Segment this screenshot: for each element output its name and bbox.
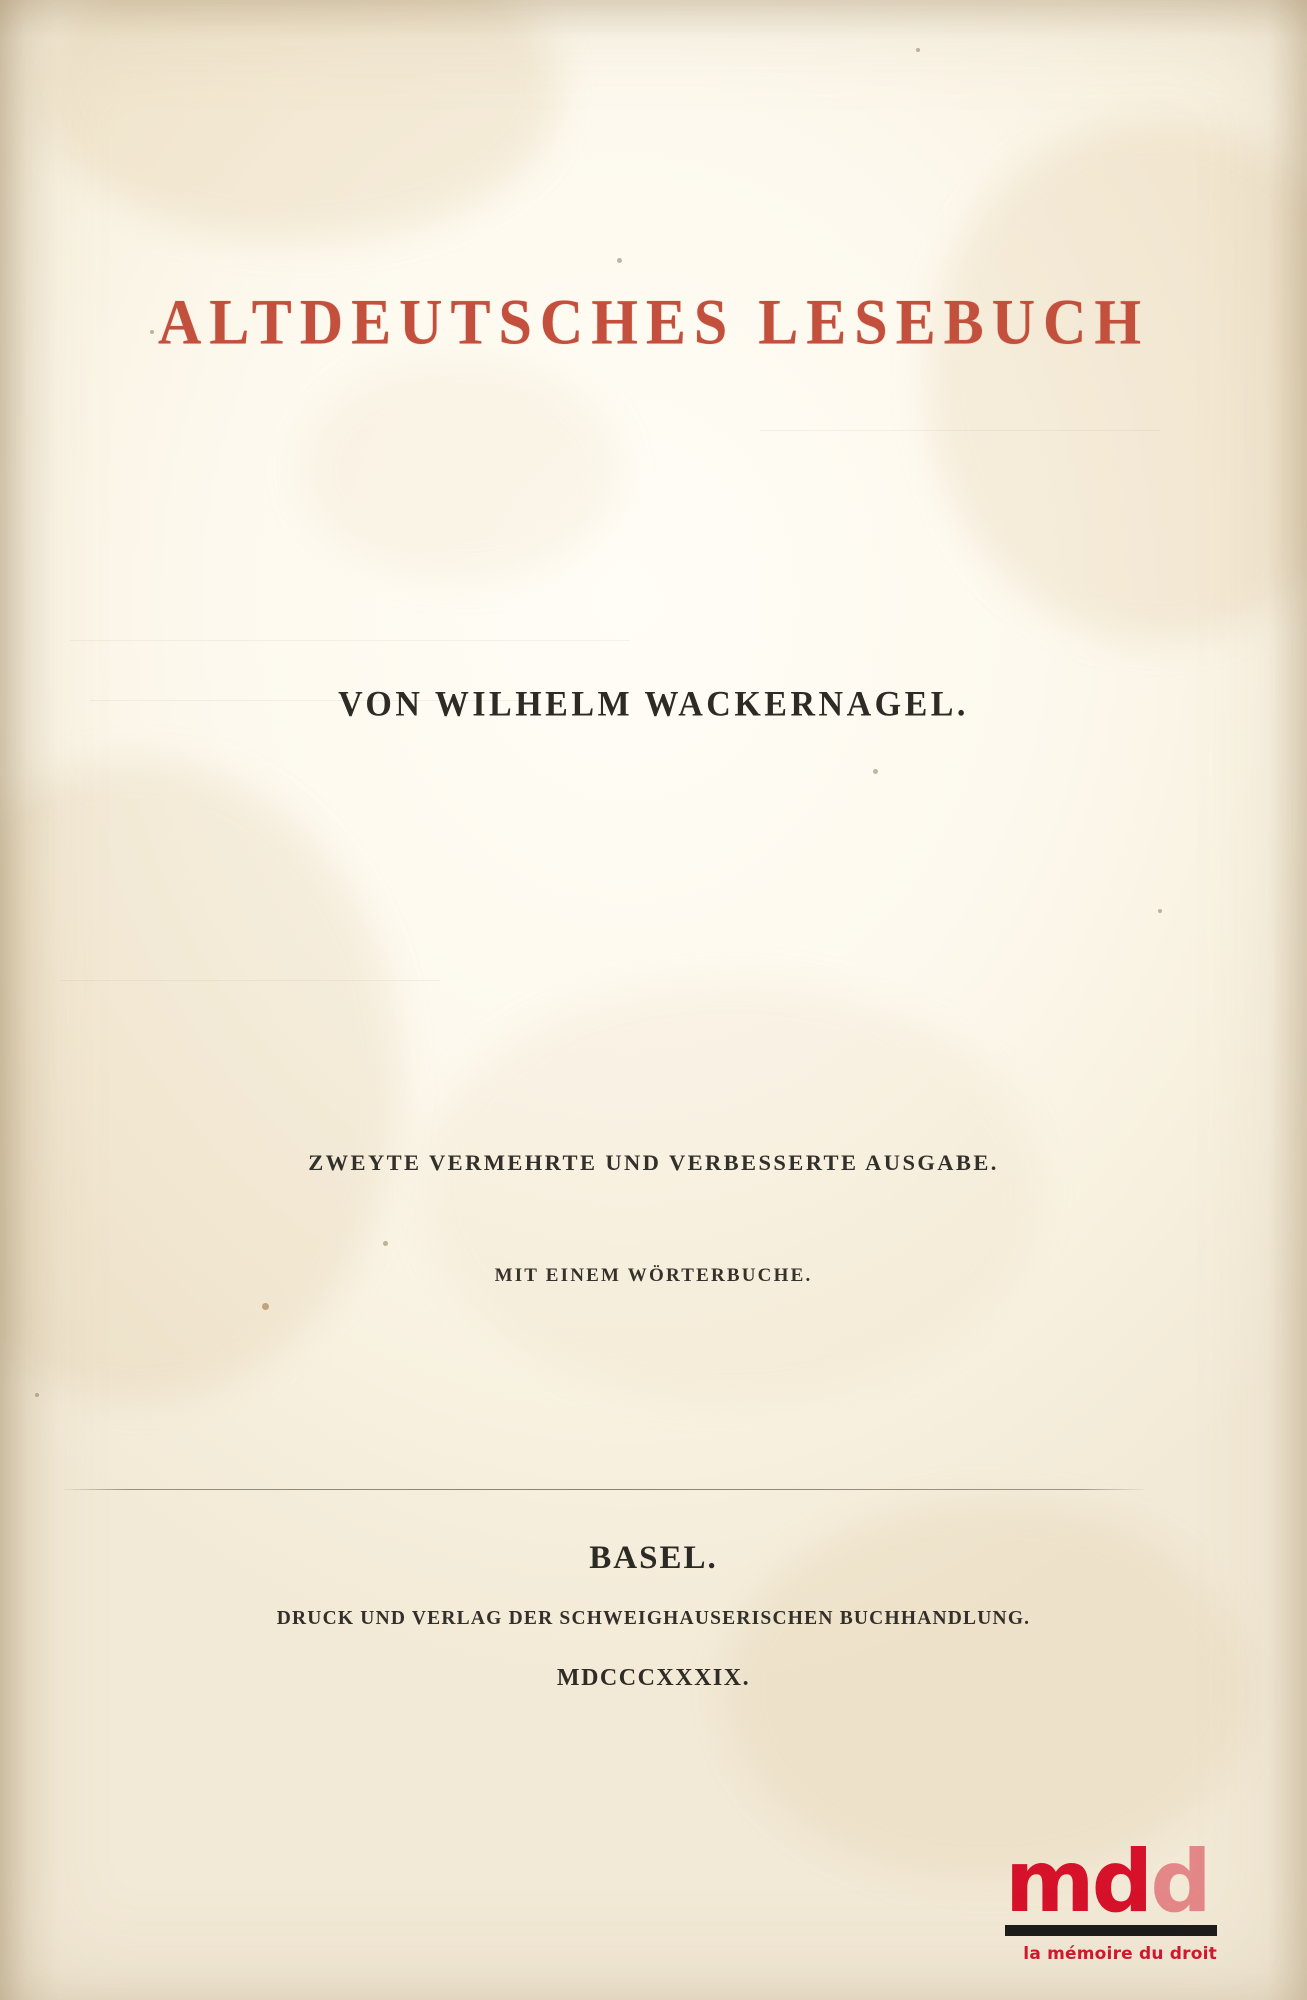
paper-stain (40, 0, 560, 240)
logo-letter-m: m (1005, 1832, 1092, 1933)
dust-speck (35, 1393, 39, 1397)
book-author: VON WILHELM WACKERNAGEL. (338, 684, 969, 725)
edition-statement: ZWEYTE VERMEHRTE UND VERBESSERTE AUSGABE. (308, 1150, 999, 1175)
paper-fiber (760, 430, 1160, 431)
dust-speck (383, 1241, 388, 1246)
supplement-note: MIT EINEM WÖRTERBUCHE. (494, 1265, 813, 1286)
dust-speck (262, 1303, 269, 1310)
logo-letter-d-second: d (1150, 1832, 1209, 1933)
paper-fiber (60, 980, 440, 981)
paper-fiber (70, 640, 630, 641)
horizontal-rule (64, 1489, 1144, 1490)
mdd-watermark-logo (1005, 1832, 1255, 1964)
dust-speck (873, 769, 878, 774)
publisher-line: DRUCK UND VERLAG DER SCHWEIGHAUSERISCHEN BUCHHANDLUNG. (276, 1608, 1031, 1629)
dust-speck (1158, 909, 1162, 913)
logo-letter-d-first: d (1091, 1832, 1151, 1933)
dust-speck (617, 258, 622, 263)
publication-year: MDCCCXXXIX. (556, 1665, 751, 1691)
paper-stain (420, 980, 1040, 1400)
paper-stain (927, 120, 1307, 640)
dust-speck (916, 48, 920, 52)
top-edge-shadow (0, 0, 1307, 40)
book-title: ALTDEUTSCHES LESEBUCH (157, 286, 1150, 358)
logo-tagline: la mémoire du droit (1023, 1944, 1217, 1964)
paper-stain (300, 360, 620, 580)
mdd-logo-mark (1005, 1832, 1255, 1933)
publication-city: BASEL. (589, 1540, 718, 1576)
paper-stain (0, 760, 400, 1400)
